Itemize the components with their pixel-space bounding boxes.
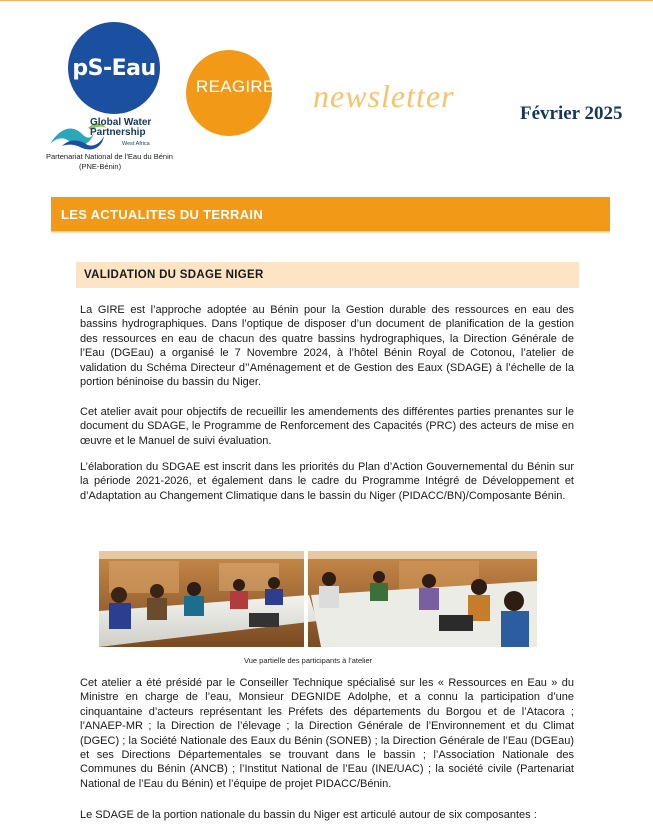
partner-national-name: Partenariat National de l'Eau du Bénin bbox=[46, 152, 173, 161]
article-title-box bbox=[76, 262, 579, 288]
article-title: VALIDATION DU SDAGE NIGER bbox=[84, 269, 264, 281]
article-paragraph-3: L’élaboration du SDGAE est inscrit dans les priorités du Plan d’Action Gouvernemental du Bénin sur la période 2021-2026, et également dans le cadre du Programme Intégré de Développement et d’Adaptation au Changement Climatique dans le bassin du Niger (PIDACC/BN)/Composante Bénin. bbox=[80, 461, 574, 502]
article-paragraph-1: La GIRE est l’approche adoptée au Bénin pour la Gestion durable des ressources en eau des bassins hydrographiques. Dans l’optique de disposer d’un document de planification de la gestion des ressources en eau de chacun des quatre bassins hydrographiques, la Direction Générale de l’Eau (DGEau) a organisé le 7 Novembre 2024, à l’hôtel Bénin Royal de Cotonou, l’atelier de validation du Schéma Directeur d’’Aménagement et de Gestion des Eaux (SDAGE) à l’échelle de la portion béninoise du bassin du Niger. bbox=[80, 304, 574, 389]
issue-date: Février 2025 bbox=[520, 103, 623, 124]
article-paragraph-2: Cet atelier avait pour objectifs de recueillir les amendements des différentes parties prenantes sur le document du SDAGE, le Programme de Renforcement des Capacités (PRC) des acteurs de mise en œuvre et le Manuel de suivi évaluation. bbox=[80, 406, 574, 447]
partner-region: West Africa bbox=[122, 141, 150, 147]
newsletter-wordmark: newsletter bbox=[313, 78, 455, 114]
section-title: LES ACTUALITES DU TERRAIN bbox=[61, 207, 264, 222]
workshop-photo bbox=[99, 551, 537, 647]
program-name: REAGIRE bbox=[196, 77, 275, 96]
pseau-logo-text: pS-Eau bbox=[72, 55, 156, 81]
top-rule bbox=[0, 0, 653, 1]
partner-national-acronym: (PNE-Bénin) bbox=[79, 162, 122, 171]
article-paragraph-5: Le SDAGE de la portion nationale du bassin du Niger est articulé autour de six composantes : bbox=[80, 809, 537, 821]
photo-caption: Vue partielle des participants à l’atelier bbox=[244, 656, 373, 665]
section-banner-shadow bbox=[51, 231, 610, 234]
section-banner bbox=[51, 197, 610, 231]
article-paragraph-4: Cet atelier a été présidé par le Conseiller Technique spécialisé sur les « Ressources en Eau » du Ministre en charge de l’eau, Monsieur DEGNIDE Adolphe, et a connu la participation d’une cinquantaine d’acteurs représentant les Préfets des départements du Borgou et de l’Atacora ; l’ANAEP-MR ; la Direction de l’élevage ; la Direction Générale de l’Environnement et du Climat (DGEC) ; la Société Nationale des Eaux du Bénin (SONEB) ; la Direction Générale de l’Eau (DGEau) et ses Directions Départementales se trouvant dans le bassin ; l’Association Nationale des Communes du Bénin (ANCB) ; l’Institut National de l’Eau (INE/UAC) ; la société civile (Partenariat National de l’Eau du Bénin) et l’équipe de projet PIDACC/Bénin. bbox=[80, 677, 574, 790]
pseau-logo bbox=[68, 22, 160, 114]
partner-name: Global Water Partnership bbox=[90, 117, 152, 138]
